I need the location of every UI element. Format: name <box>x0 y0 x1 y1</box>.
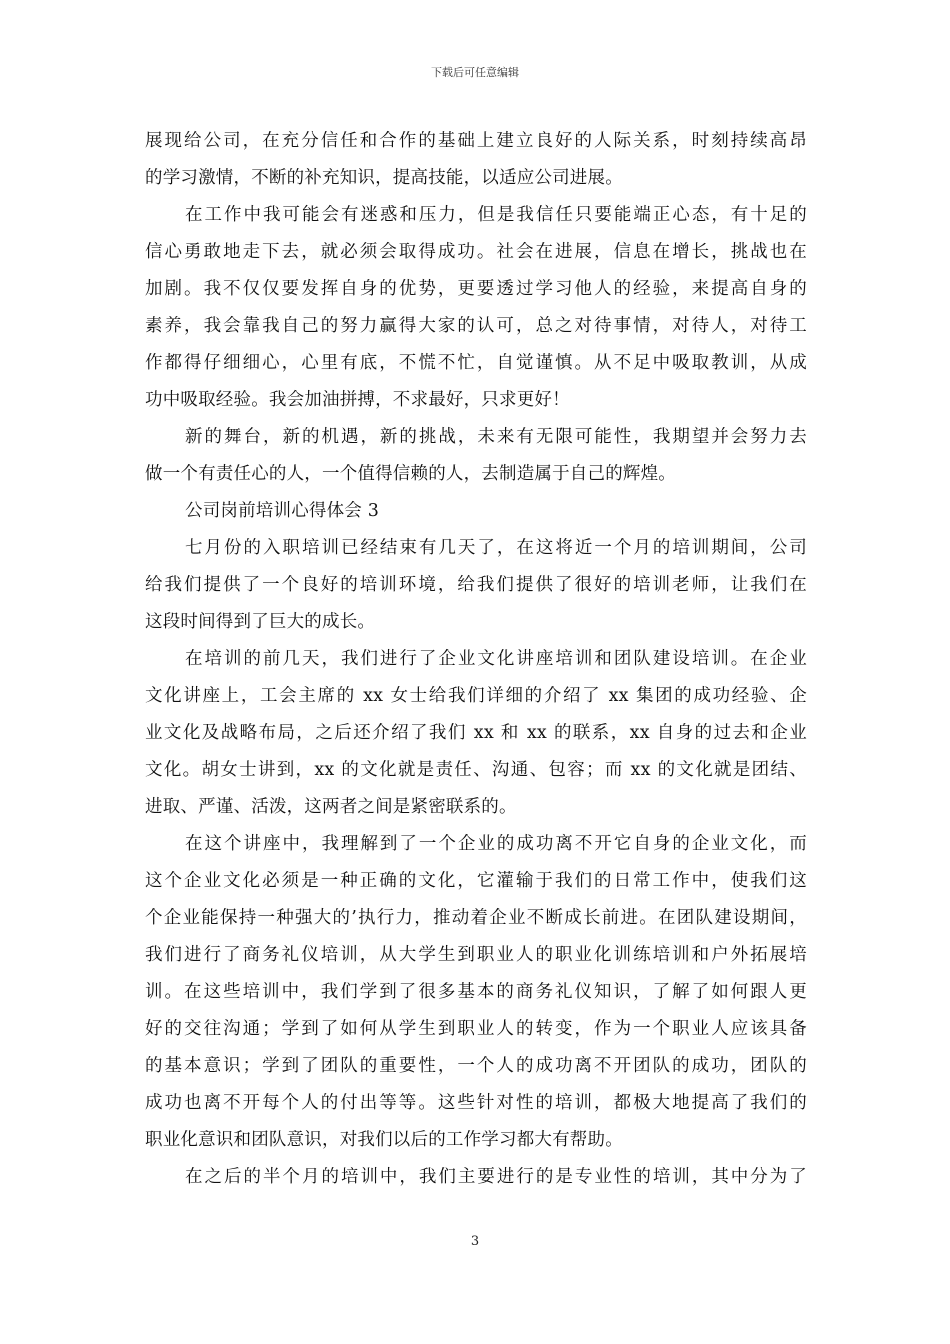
page-number: 3 <box>470 1234 480 1249</box>
body-line: 的学习激情，不断的补充知识，提高技能，以适应公司进展。 <box>145 168 623 188</box>
body-line: 在之后的半个月的培训中，我们主要进行的是专业性的培训，其中分为了 <box>185 1167 807 1187</box>
body-line: 训。在这些培训中，我们学到了很多基本的商务礼仪知识，了解了如何跟人更 <box>145 982 807 1002</box>
body-line: 功中吸取经验。我会加油拼搏，不求最好，只求更好！ <box>145 390 570 410</box>
body-line: 七月份的入职培训已经结束有几天了，在这将近一个月的培训期间，公司 <box>185 538 807 558</box>
section-heading: 公司岗前培训心得体会 3 <box>185 501 380 521</box>
body-line: 作都得仔细细心，心里有底，不慌不忙，自觉谨慎。从不足中吸取教训，从成 <box>145 353 807 373</box>
body-line: 这个企业文化必须是一种正确的文化，它灌输于我们的日常工作中，使我们这 <box>145 871 807 891</box>
body-line: 的基本意识；学到了团队的重要性，一个人的成功离不开团队的成功，团队的 <box>145 1056 807 1076</box>
page-header: 下载后可任意编辑 <box>431 66 519 79</box>
body-line: 职业化意识和团队意识，对我们以后的工作学习都大有帮助。 <box>145 1130 623 1150</box>
body-line: 新的舞台，新的机遇，新的挑战，未来有无限可能性，我期望并会努力去 <box>185 427 807 447</box>
body-line: 文化。胡女士讲到，xx 的文化就是责任、沟通、包容；而 xx 的文化就是团结、 <box>145 760 807 780</box>
body-line: 展现给公司，在充分信任和合作的基础上建立良好的人际关系，时刻持续高昂 <box>145 131 807 151</box>
body-line: 在工作中我可能会有迷惑和压力，但是我信任只要能端正心态，有十足的 <box>185 205 807 225</box>
body-line: 加剧。我不仅仅要发挥自身的优势，更要透过学习他人的经验，来提高自身的 <box>145 279 807 299</box>
body-line: 信心勇敢地走下去，就必须会取得成功。社会在进展，信息在增长，挑战也在 <box>145 242 807 262</box>
document-body <box>145 123 807 1196</box>
body-line: 我们进行了商务礼仪培训，从大学生到职业人的职业化训练培训和户外拓展培 <box>145 945 807 965</box>
body-line: 个企业能保持一种强大的’执行力，推动着企业不断成长前进。在团队建设期间， <box>145 908 807 928</box>
body-line: 文化讲座上，工会主席的 xx 女士给我们详细的介绍了 xx 集团的成功经验、企 <box>145 686 807 706</box>
body-line: 好的交往沟通；学到了如何从学生到职业人的转变，作为一个职业人应该具备 <box>145 1019 807 1039</box>
body-line: 素养，我会靠我自己的努力赢得大家的认可，总之对待事情，对待人，对待工 <box>145 316 807 336</box>
body-line: 做一个有责任心的人，一个值得信赖的人，去制造属于自己的辉煌。 <box>145 464 676 484</box>
body-line: 成功也离不开每个人的付出等等。这些针对性的培训，都极大地提高了我们的 <box>145 1093 807 1113</box>
body-line: 进取、严谨、活泼，这两者之间是紧密联系的。 <box>145 797 517 817</box>
body-line: 业文化及战略布局，之后还介绍了我们 xx 和 xx 的联系，xx 自身的过去和企业 <box>145 723 807 743</box>
body-line: 在这个讲座中，我理解到了一个企业的成功离不开它自身的企业文化，而 <box>185 834 807 854</box>
body-line: 这段时间得到了巨大的成长。 <box>145 612 376 632</box>
body-line: 在培训的前几天，我们进行了企业文化讲座培训和团队建设培训。在企业 <box>185 649 807 669</box>
body-line: 给我们提供了一个良好的培训环境，给我们提供了很好的培训老师，让我们在 <box>145 575 807 595</box>
